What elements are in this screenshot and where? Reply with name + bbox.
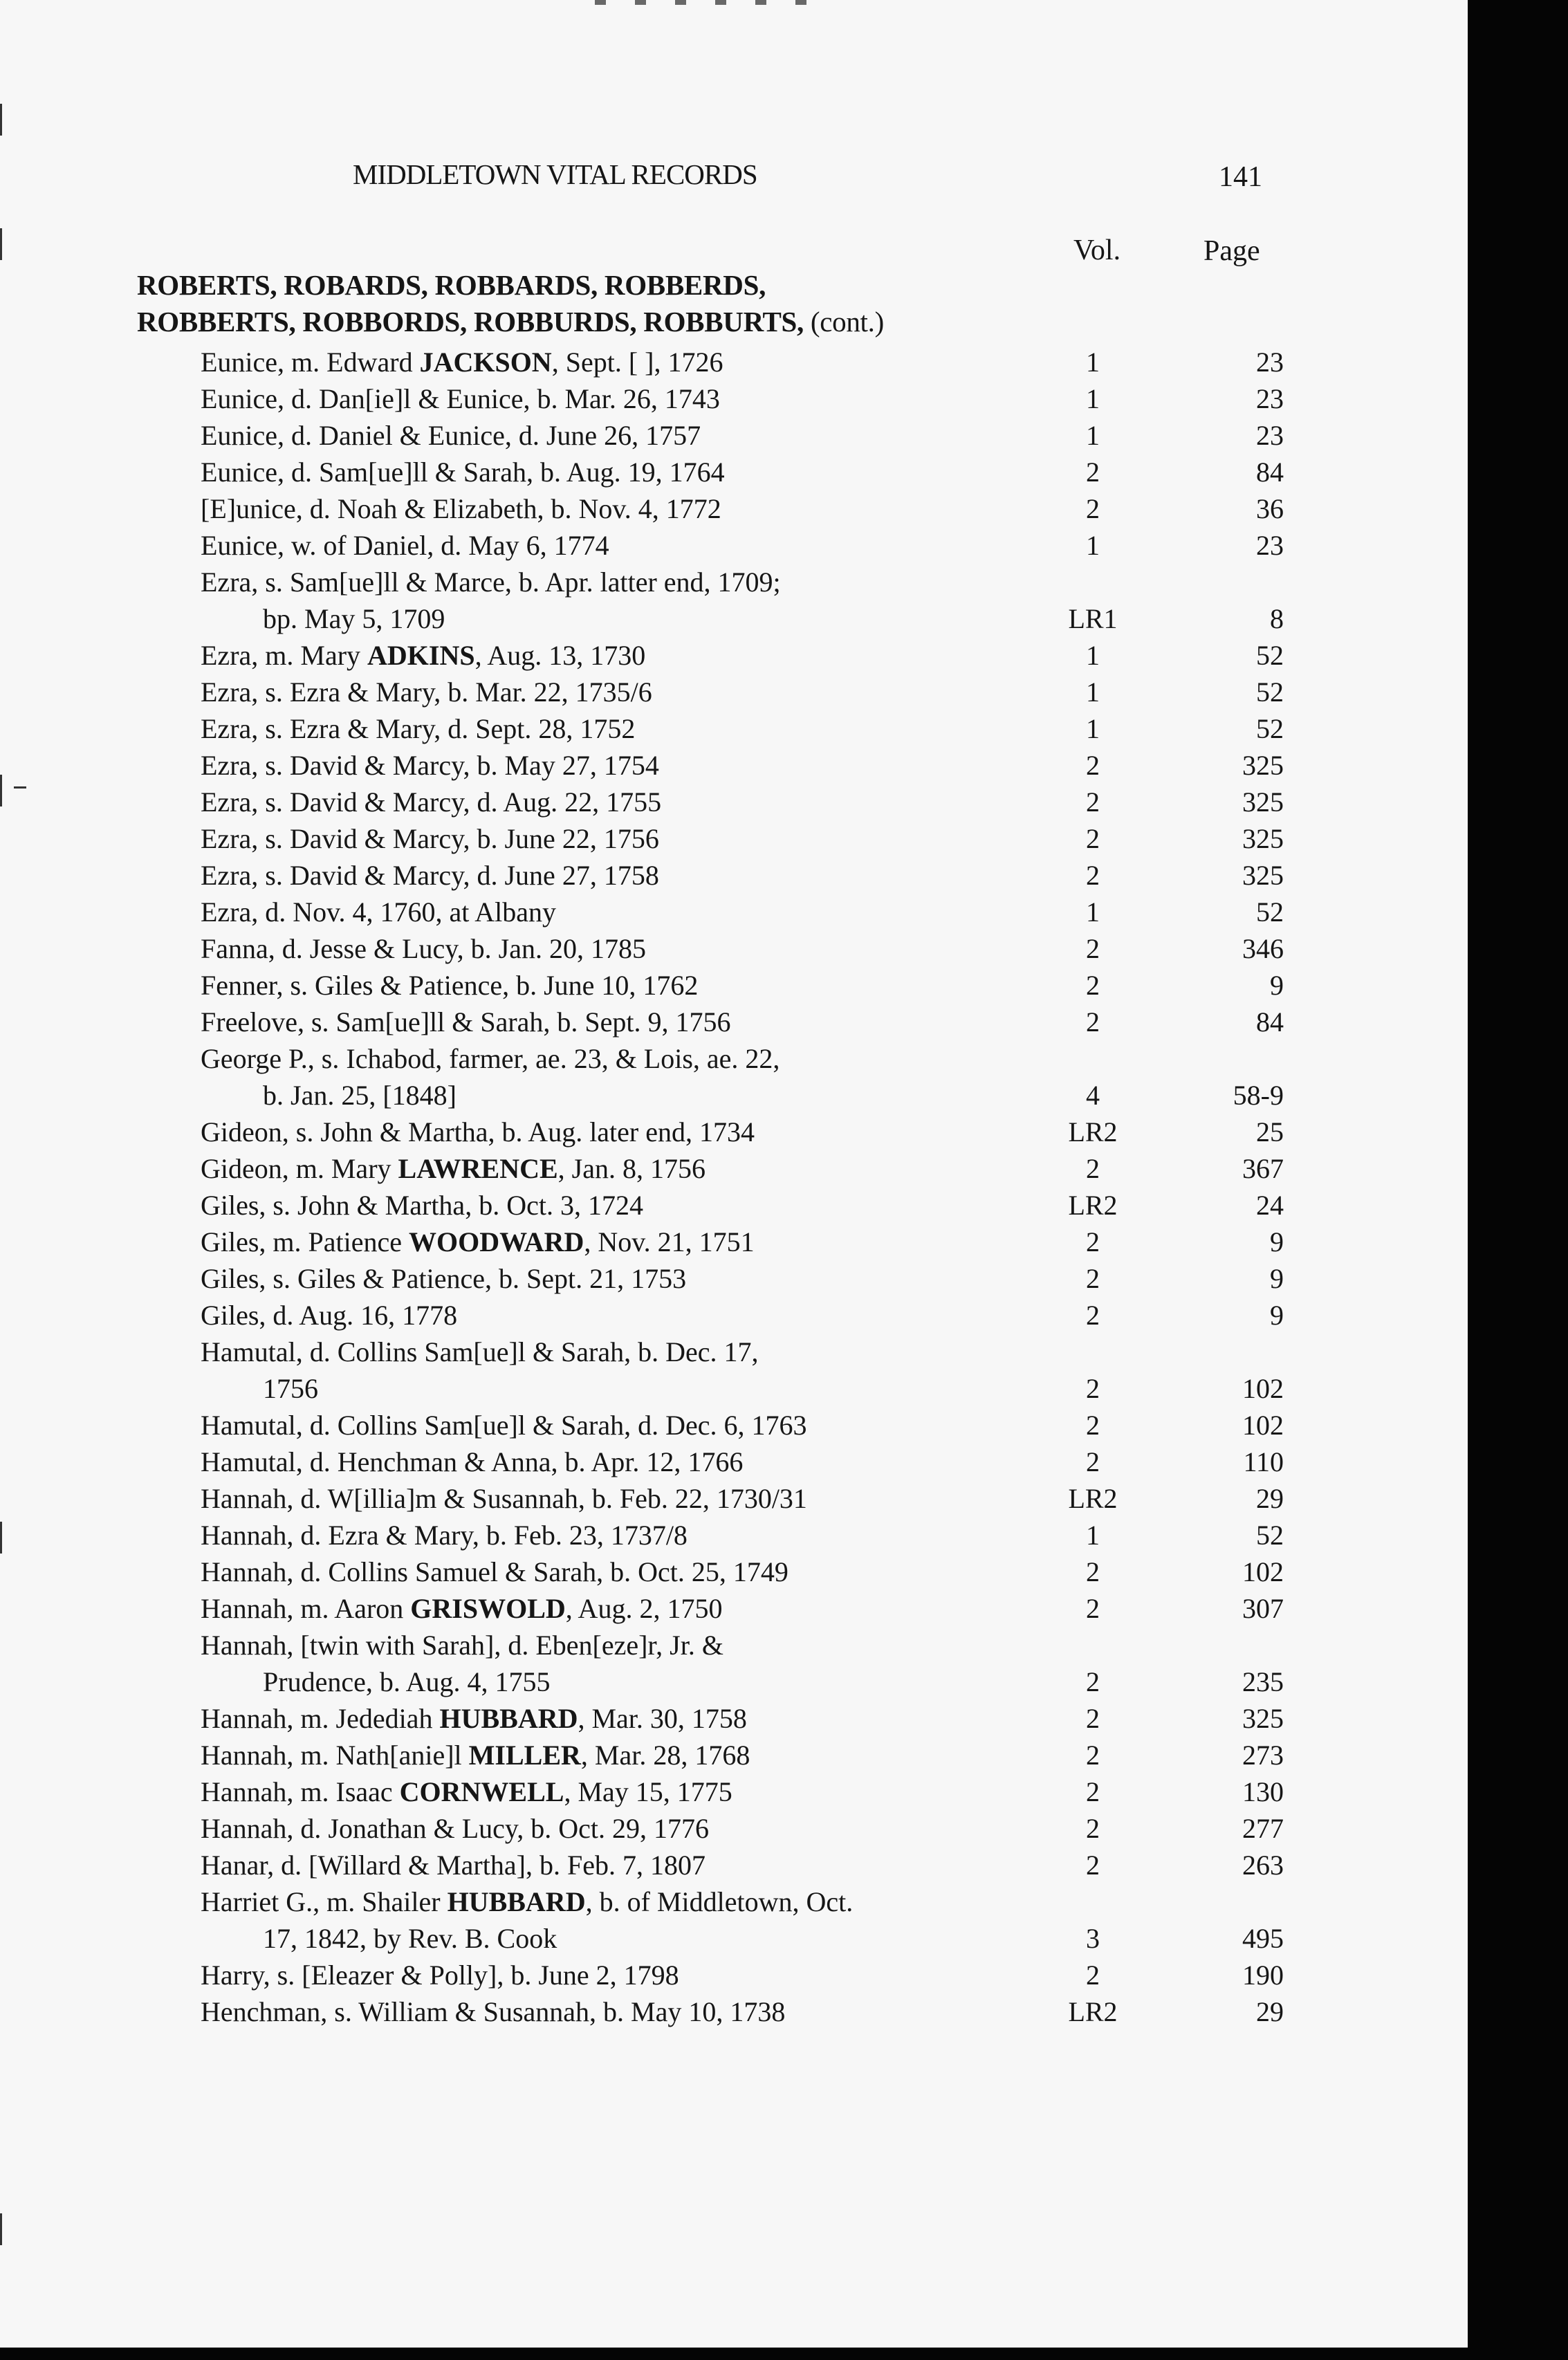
- entry-volume: LR2: [1068, 1483, 1118, 1514]
- entry-text-pre: Fenner, s. Giles & Patience, b. June 10, 1762: [201, 970, 699, 1001]
- column-header-vol: Vol.: [1073, 234, 1121, 266]
- record-entry: [0, 712, 1314, 749]
- entry-text-pre: Giles, m. Patience: [201, 1226, 409, 1257]
- entry-volume: 1: [1086, 420, 1100, 451]
- entry-text-pre: Harry, s. [Eleazer & Polly], b. June 2, 1798: [201, 1960, 679, 1991]
- entry-text: [201, 1849, 705, 1881]
- entry-volume: 2: [1086, 457, 1100, 488]
- entry-text: [201, 712, 635, 745]
- entry-page: 273: [1242, 1740, 1284, 1771]
- entry-continuation: 17, 1842, by Rev. B. Cook: [263, 1923, 557, 1954]
- entry-text: [201, 456, 725, 488]
- column-header-page: Page: [1203, 235, 1260, 267]
- scan-border-bottom: [0, 2348, 1568, 2360]
- entry-text-pre: Fanna, d. Jesse & Lucy, b. Jan. 20, 1785: [201, 933, 646, 964]
- entry-text-pre: Hamutal, d. Collins Sam[ue]l & Sarah, b. Dec. 17,: [201, 1336, 759, 1367]
- entry-page: 84: [1256, 457, 1284, 488]
- record-entry: [0, 1336, 1314, 1409]
- entry-volume: 2: [1086, 1776, 1100, 1807]
- record-entry: [0, 822, 1314, 859]
- surname-heading-names: ROBBERTS, ROBBORDS, ROBBURDS, ROBBURTS,: [137, 306, 804, 338]
- entry-text-pre: Ezra, s. David & Marcy, b. June 22, 1756: [201, 823, 659, 854]
- entry-volume: LR2: [1068, 1190, 1118, 1221]
- entry-text-pre: Hannah, [twin with Sarah], d. Eben[eze]r, Jr. &: [201, 1630, 723, 1661]
- record-entry: [0, 346, 1314, 382]
- entry-text-post: , Sept. [ ], 1726: [551, 347, 723, 378]
- entry-text-pre: Hannah, m. Isaac: [201, 1776, 400, 1807]
- running-title: MIDDLETOWN VITAL RECORDS: [353, 158, 757, 190]
- record-entry: [0, 1995, 1314, 2032]
- entry-text: [201, 969, 698, 1002]
- entry-page: 102: [1242, 1556, 1284, 1587]
- entry-continuation: bp. May 5, 1709: [263, 603, 445, 634]
- record-entry: [0, 932, 1314, 969]
- spouse-surname: HUBBARD: [439, 1703, 578, 1734]
- record-entry: [0, 1812, 1314, 1849]
- entry-text: [201, 1446, 743, 1478]
- entry-text: [201, 1299, 457, 1331]
- entry-text: [201, 1409, 807, 1441]
- entry-page: 325: [1242, 750, 1284, 781]
- entry-page: 325: [1242, 860, 1284, 891]
- entry-page: 23: [1256, 530, 1284, 561]
- entry-text-post: , May 15, 1775: [564, 1776, 732, 1807]
- record-entry: [0, 529, 1314, 566]
- entry-page: 102: [1242, 1410, 1284, 1441]
- entry-text-pre: [E]unice, d. Noah & Elizabeth, b. Nov. 4, 1772: [201, 493, 721, 524]
- entry-volume: 2: [1086, 1850, 1100, 1881]
- record-entry: [0, 969, 1314, 1006]
- entry-page: 346: [1242, 933, 1284, 964]
- entry-text-pre: Eunice, d. Daniel & Eunice, d. June 26, 1757: [201, 420, 701, 451]
- entry-volume: 2: [1086, 1446, 1100, 1477]
- scan-artifact-top: [595, 0, 823, 5]
- entry-volume: 2: [1086, 823, 1100, 854]
- spouse-surname: HUBBARD: [447, 1886, 586, 1917]
- entry-volume: 2: [1086, 1006, 1100, 1038]
- scan-mark: [0, 2213, 2, 2245]
- record-entry: [0, 382, 1314, 419]
- entry-volume: 2: [1086, 786, 1100, 818]
- entry-text-pre: Hamutal, d. Collins Sam[ue]l & Sarah, d. Dec. 6, 1763: [201, 1410, 807, 1441]
- record-entry: [0, 1849, 1314, 1886]
- entry-volume: 1: [1086, 383, 1100, 414]
- entry-text-pre: Hannah, d. W[illia]m & Susannah, b. Feb. 22, 1730/31: [201, 1483, 807, 1514]
- entry-volume: 2: [1086, 970, 1100, 1001]
- entry-page: 263: [1242, 1850, 1284, 1881]
- entry-volume: 2: [1086, 860, 1100, 891]
- entry-page: 8: [1270, 603, 1284, 634]
- record-entry: [0, 1556, 1314, 1592]
- entry-volume: 2: [1086, 1556, 1100, 1587]
- entry-text: [201, 1702, 747, 1735]
- entry-continuation: b. Jan. 25, [1848]: [263, 1080, 456, 1111]
- record-entry: [0, 1592, 1314, 1629]
- entry-text: [201, 1812, 709, 1845]
- entry-volume: 1: [1086, 676, 1100, 708]
- entry-text-post: , Nov. 21, 1751: [584, 1226, 755, 1257]
- entry-page: 307: [1242, 1593, 1284, 1624]
- entry-text: [201, 1556, 788, 1588]
- entry-volume: 1: [1086, 1520, 1100, 1551]
- entry-page: 190: [1242, 1960, 1284, 1991]
- entry-text: [201, 896, 556, 928]
- entry-text-pre: Freelove, s. Sam[ue]ll & Sarah, b. Sept. 9, 1756: [201, 1006, 731, 1038]
- entry-text-pre: Hannah, d. Collins Samuel & Sarah, b. Oct. 25, 1749: [201, 1556, 788, 1587]
- entry-text: [201, 419, 701, 452]
- entry-text-pre: Hannah, d. Ezra & Mary, b. Feb. 23, 1737/8: [201, 1520, 688, 1551]
- entry-text-pre: Ezra, d. Nov. 4, 1760, at Albany: [201, 896, 556, 928]
- entry-text-pre: Eunice, w. of Daniel, d. May 6, 1774: [201, 530, 609, 561]
- record-entry: [0, 859, 1314, 896]
- record-entry: [0, 1299, 1314, 1336]
- entry-volume: 1: [1086, 896, 1100, 928]
- entry-text-pre: Ezra, s. David & Marcy, d. June 27, 1758: [201, 860, 659, 891]
- entry-page: 29: [1256, 1483, 1284, 1514]
- entry-page: 84: [1256, 1006, 1284, 1038]
- entry-text-pre: Eunice, d. Dan[ie]l & Eunice, b. Mar. 26, 1743: [201, 383, 720, 414]
- record-entry: [0, 1446, 1314, 1482]
- entry-volume: 1: [1086, 713, 1100, 744]
- entry-text-post: , Mar. 30, 1758: [578, 1703, 747, 1734]
- record-entry: [0, 456, 1314, 492]
- record-entry: [0, 676, 1314, 712]
- record-entry: [0, 786, 1314, 822]
- entry-text-pre: Hamutal, d. Henchman & Anna, b. Apr. 12, 1766: [201, 1446, 744, 1477]
- entry-page: 325: [1242, 1703, 1284, 1734]
- entry-volume: 2: [1086, 933, 1100, 964]
- entry-page: 23: [1256, 383, 1284, 414]
- entry-volume: 2: [1086, 1960, 1100, 1991]
- entry-text: [201, 1006, 731, 1038]
- entry-page: 58-9: [1233, 1080, 1284, 1111]
- entry-text-pre: Gideon, m. Mary: [201, 1153, 398, 1184]
- entry-volume: 2: [1086, 1153, 1100, 1184]
- entry-text: [201, 1189, 643, 1222]
- entry-page: 102: [1242, 1373, 1284, 1404]
- entry-page: 235: [1242, 1666, 1284, 1697]
- record-entry: [0, 1006, 1314, 1042]
- record-entry: [0, 639, 1314, 676]
- entry-text-post: , b. of Middletown, Oct.: [585, 1886, 854, 1917]
- entry-page: 325: [1242, 786, 1284, 818]
- surname-heading-line2: [137, 305, 884, 338]
- entry-text: [201, 1042, 780, 1075]
- record-entry: [0, 1519, 1314, 1556]
- entry-text-pre: Hannah, d. Jonathan & Lucy, b. Oct. 29, 1776: [201, 1813, 710, 1844]
- entry-text: [201, 822, 659, 855]
- entry-continuation: Prudence, b. Aug. 4, 1755: [263, 1666, 551, 1697]
- entry-text: [201, 1995, 785, 2028]
- entry-page: 325: [1242, 823, 1284, 854]
- entry-text-pre: Henchman, s. William & Susannah, b. May 10, 1738: [201, 1996, 786, 2027]
- spouse-surname: ADKINS: [367, 640, 475, 671]
- entry-text-pre: Ezra, s. David & Marcy, d. Aug. 22, 1755: [201, 786, 662, 818]
- record-entry: [0, 1116, 1314, 1152]
- entry-page: 52: [1256, 640, 1284, 671]
- entry-page: 52: [1256, 676, 1284, 708]
- entry-text: [201, 932, 646, 965]
- record-entry: [0, 1189, 1314, 1226]
- record-entry: [0, 1482, 1314, 1519]
- record-entry: [0, 1152, 1314, 1189]
- entry-volume: 2: [1086, 1703, 1100, 1734]
- entry-volume: LR1: [1068, 603, 1118, 634]
- entry-volume: 2: [1086, 1666, 1100, 1697]
- entry-page: 495: [1242, 1923, 1284, 1954]
- entry-text: [201, 1629, 723, 1661]
- entry-text: [201, 1482, 807, 1515]
- entry-text: [201, 676, 652, 708]
- entry-text-pre: Eunice, m. Edward: [201, 347, 420, 378]
- entry-page: 277: [1242, 1813, 1284, 1844]
- entry-page: 9: [1270, 1226, 1284, 1257]
- entry-volume: 2: [1086, 1263, 1100, 1294]
- entry-page: 36: [1256, 493, 1284, 524]
- spouse-surname: GRISWOLD: [410, 1593, 566, 1624]
- entry-text-pre: Ezra, s. Sam[ue]ll & Marce, b. Apr. latter end, 1709;: [201, 566, 781, 598]
- entry-text: [201, 859, 659, 892]
- entry-text: [201, 749, 659, 782]
- entry-text-pre: Eunice, d. Sam[ue]ll & Sarah, b. Aug. 19, 1764: [201, 457, 725, 488]
- entry-text: [201, 1886, 853, 1918]
- entry-volume: 1: [1086, 530, 1100, 561]
- entry-text-pre: Gideon, s. John & Martha, b. Aug. later end, 1734: [201, 1116, 755, 1147]
- entry-volume: LR2: [1068, 1996, 1118, 2027]
- entry-text-pre: Giles, s. Giles & Patience, b. Sept. 21, 1753: [201, 1263, 687, 1294]
- entry-volume: 2: [1086, 1226, 1100, 1257]
- entry-page: 23: [1256, 347, 1284, 378]
- record-entry: [0, 1629, 1314, 1702]
- entry-text: [201, 1116, 755, 1148]
- entry-text: [201, 1592, 722, 1625]
- entry-page: 23: [1256, 420, 1284, 451]
- surname-heading-line1: ROBERTS, ROBARDS, ROBBARDS, ROBBERDS,: [137, 269, 766, 301]
- entry-page: 25: [1256, 1116, 1284, 1147]
- entry-volume: 2: [1086, 1410, 1100, 1441]
- scan-mark: [0, 104, 2, 136]
- spouse-surname: LAWRENCE: [398, 1153, 558, 1184]
- entry-volume: 2: [1086, 493, 1100, 524]
- entry-text: [201, 1152, 705, 1185]
- record-entry: [0, 1409, 1314, 1446]
- entry-text-pre: Ezra, s. David & Marcy, b. May 27, 1754: [201, 750, 659, 781]
- entry-page: 52: [1256, 1520, 1284, 1551]
- entry-page: 24: [1256, 1190, 1284, 1221]
- surname-heading-cont: (cont.): [810, 306, 884, 338]
- entry-text-post: , Jan. 8, 1756: [557, 1153, 705, 1184]
- entry-text: [201, 786, 661, 818]
- record-entry: [0, 896, 1314, 932]
- entry-text: [201, 529, 609, 562]
- record-entry: [0, 1226, 1314, 1262]
- entry-text-pre: Hannah, m. Nath[anie]l: [201, 1740, 469, 1771]
- entry-text: [201, 382, 720, 415]
- entry-text-pre: Hannah, m. Jedediah: [201, 1703, 440, 1734]
- entry-volume: 2: [1086, 1373, 1100, 1404]
- entry-volume: 1: [1086, 640, 1100, 671]
- record-entry: [0, 566, 1314, 639]
- entry-page: 9: [1270, 1263, 1284, 1294]
- entry-volume: LR2: [1068, 1116, 1118, 1147]
- entry-page: 29: [1256, 1996, 1284, 2027]
- record-entry: [0, 749, 1314, 786]
- entry-page: 110: [1243, 1446, 1284, 1477]
- entry-text-pre: Giles, d. Aug. 16, 1778: [201, 1300, 458, 1331]
- entry-volume: 1: [1086, 347, 1100, 378]
- entry-text-post: , Aug. 2, 1750: [565, 1593, 723, 1624]
- entry-page: 9: [1270, 970, 1284, 1001]
- entry-text: [201, 566, 781, 598]
- entry-text: [201, 639, 645, 672]
- entry-text-pre: Ezra, s. Ezra & Mary, b. Mar. 22, 1735/6: [201, 676, 652, 708]
- entry-text-pre: Harriet G., m. Shailer: [201, 1886, 448, 1917]
- record-entry: [0, 1042, 1314, 1116]
- entry-text-pre: Hannah, m. Aaron: [201, 1593, 411, 1624]
- entry-continuation: 1756: [263, 1373, 318, 1404]
- record-entry: [0, 1886, 1314, 1959]
- entry-volume: 2: [1086, 1593, 1100, 1624]
- entry-text-pre: Ezra, s. Ezra & Mary, d. Sept. 28, 1752: [201, 713, 636, 744]
- entry-page: 367: [1242, 1153, 1284, 1184]
- entry-text: [201, 1336, 759, 1368]
- spouse-surname: MILLER: [468, 1740, 581, 1771]
- record-entry: [0, 1739, 1314, 1776]
- entry-page: 9: [1270, 1300, 1284, 1331]
- page-number: 141: [1219, 161, 1262, 193]
- entry-text: [201, 346, 723, 378]
- record-entry: [0, 1959, 1314, 1995]
- spouse-surname: JACKSON: [419, 347, 552, 378]
- entry-volume: 4: [1086, 1080, 1100, 1111]
- entry-text: [201, 1226, 755, 1258]
- record-entry: [0, 419, 1314, 456]
- entry-volume: 3: [1086, 1923, 1100, 1954]
- record-entry: [0, 1702, 1314, 1739]
- entry-page: 130: [1242, 1776, 1284, 1807]
- entry-text-pre: Hanar, d. [Willard & Martha], b. Feb. 7, 1807: [201, 1850, 705, 1881]
- entry-text: [201, 1262, 686, 1295]
- entry-page: 52: [1256, 896, 1284, 928]
- entry-text-post: , Mar. 28, 1768: [580, 1740, 750, 1771]
- entry-text: [201, 1776, 732, 1808]
- scan-border-right: [1468, 0, 1568, 2360]
- record-entry: [0, 1262, 1314, 1299]
- spouse-surname: CORNWELL: [399, 1776, 564, 1807]
- entry-page: 52: [1256, 713, 1284, 744]
- entry-text: [201, 1519, 688, 1551]
- entry-text: [201, 1739, 750, 1771]
- entry-volume: 2: [1086, 1740, 1100, 1771]
- entry-text-pre: Ezra, m. Mary: [201, 640, 368, 671]
- record-entry: [0, 1776, 1314, 1812]
- entry-text: [201, 492, 721, 525]
- entry-text-pre: Giles, s. John & Martha, b. Oct. 3, 1724: [201, 1190, 643, 1221]
- spouse-surname: WOODWARD: [409, 1226, 584, 1257]
- entry-text-pre: George P., s. Ichabod, farmer, ae. 23, & Lois, ae. 22,: [201, 1043, 780, 1074]
- entry-volume: 2: [1086, 1813, 1100, 1844]
- entry-volume: 2: [1086, 1300, 1100, 1331]
- entry-text: [201, 1959, 679, 1991]
- record-entry: [0, 492, 1314, 529]
- entry-volume: 2: [1086, 750, 1100, 781]
- scan-mark: [0, 228, 2, 260]
- entry-text-post: , Aug. 13, 1730: [474, 640, 646, 671]
